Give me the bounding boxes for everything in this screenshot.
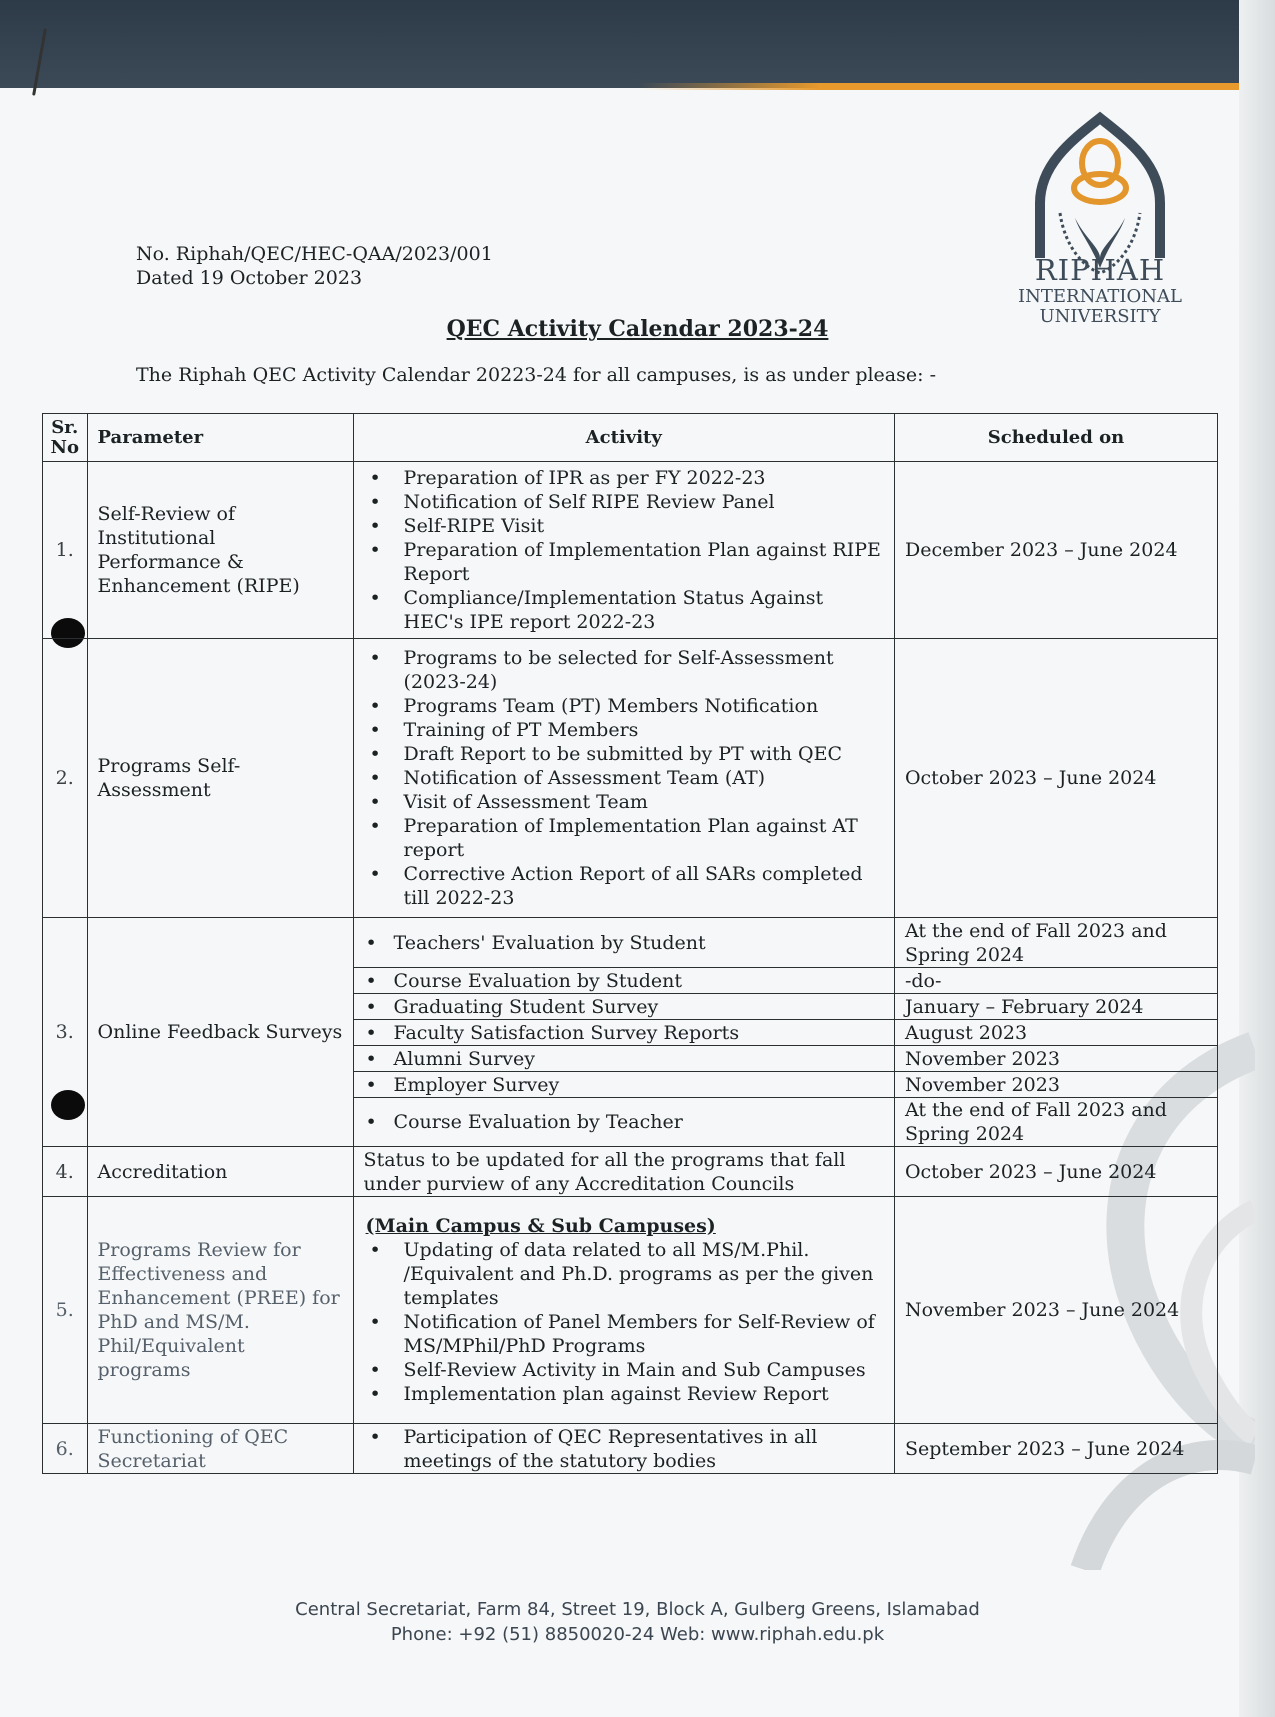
survey-activity: • Faculty Satisfaction Survey Reports (353, 1020, 894, 1046)
list-item: • Visit of Assessment Team (404, 790, 884, 814)
header-accent-stripe (640, 83, 1240, 90)
list-item: • Training of PT Members (404, 718, 884, 742)
footer-contact: Phone: +92 (51) 8850020-24 Web: www.riphah.edu.pk (390, 1624, 885, 1645)
list-item: • Self-RIPE Visit (404, 514, 884, 538)
list-item: • Implementation plan against Review Report (404, 1382, 884, 1406)
document-date: Dated 19 October 2023 (136, 267, 363, 289)
list-item: • Updating of data related to all MS/M.Phil. /Equivalent and Ph.D. programs as per the given templates (404, 1238, 884, 1310)
row-sr: 6. (43, 1424, 88, 1474)
row-activities (353, 1424, 894, 1474)
survey-activity: • Employer Survey (353, 1072, 894, 1098)
table-row (43, 1197, 1218, 1424)
footer-address: Central Secretariat, Farm 84, Street 19, Block A, Gulberg Greens, Islamabad (295, 1599, 980, 1620)
table-row (43, 918, 1218, 968)
survey-activity: • Graduating Student Survey (353, 994, 894, 1020)
table-row (43, 462, 1218, 639)
survey-scheduled: November 2023 (894, 1072, 1217, 1098)
survey-activity: • Alumni Survey (353, 1046, 894, 1072)
list-item: • Preparation of IPR as per FY 2022-23 (404, 466, 884, 490)
list-item: • Notification of Assessment Team (AT) (404, 766, 884, 790)
header-band (0, 0, 1240, 88)
row-sr: 4. (43, 1147, 88, 1197)
footer (0, 1597, 1275, 1647)
row-scheduled: September 2023 – June 2024 (894, 1424, 1217, 1474)
header-scheduled-on: Scheduled on (894, 414, 1217, 462)
survey-scheduled: January – February 2024 (894, 994, 1217, 1020)
row-sr: 1. (43, 462, 88, 639)
reference-number: No. Riphah/QEC/HEC-QAA/2023/001 (136, 243, 493, 265)
table-row (43, 1147, 1218, 1197)
list-item: • Corrective Action Report of all SARs completed till 2022-23 (404, 862, 884, 910)
row-scheduled: October 2023 – June 2024 (894, 639, 1217, 918)
list-item: • Preparation of Implementation Plan against AT report (404, 814, 884, 862)
row-parameter: Self-Review of Institutional Performance & Enhancement (RIPE) (87, 462, 353, 639)
row-activities (353, 639, 894, 918)
row-activities (353, 1197, 894, 1424)
row-parameter: Accreditation (87, 1147, 353, 1197)
logo-line-international: INTERNATIONAL (1018, 286, 1182, 307)
row-scheduled: October 2023 – June 2024 (894, 1147, 1217, 1197)
row-activities (353, 462, 894, 639)
list-item: • Compliance/Implementation Status Against HEC's IPE report 2022-23 (404, 586, 884, 634)
activity-calendar-table (42, 413, 1218, 1474)
row-scheduled: December 2023 – June 2024 (894, 462, 1217, 639)
list-item: • Preparation of Implementation Plan against RIPE Report (404, 538, 884, 586)
row-sr: 5. (43, 1197, 88, 1424)
list-item: • Participation of QEC Representatives in all meetings of the statutory bodies (404, 1425, 884, 1473)
survey-scheduled: August 2023 (894, 1020, 1217, 1046)
row-sr: 3. (43, 918, 88, 1147)
activity-subheading: (Main Campus & Sub Campuses) (365, 1215, 716, 1237)
list-item: • Notification of Self RIPE Review Panel (404, 490, 884, 514)
row-sr: 2. (43, 639, 88, 918)
row-parameter: Programs Self-Assessment (87, 639, 353, 918)
row-scheduled: November 2023 – June 2024 (894, 1197, 1217, 1424)
intro-text: The Riphah QEC Activity Calendar 20223-24 for all campuses, is as under please: - (136, 364, 936, 386)
row-parameter: Online Feedback Surveys (87, 918, 353, 1147)
survey-activity: • Teachers' Evaluation by Student (353, 918, 894, 968)
survey-activity: • Course Evaluation by Student (353, 968, 894, 994)
table-header-row (43, 414, 1218, 462)
survey-scheduled: -do- (894, 968, 1217, 994)
survey-scheduled: November 2023 (894, 1046, 1217, 1072)
row-activity-text: Status to be updated for all the programs that fall under purview of any Accreditation Councils (353, 1147, 894, 1197)
row-parameter: Functioning of QEC Secretariat (87, 1424, 353, 1474)
list-item: • Notification of Panel Members for Self-Review of MS/MPhil/PhD Programs (404, 1310, 884, 1358)
header-sr-no: Sr. No (43, 414, 88, 462)
header-activity: Activity (353, 414, 894, 462)
header-parameter: Parameter (87, 414, 353, 462)
survey-scheduled: At the end of Fall 2023 and Spring 2024 (894, 918, 1217, 968)
table-row (43, 1424, 1218, 1474)
document-title: QEC Activity Calendar 2023-24 (446, 316, 829, 342)
survey-scheduled: At the end of Fall 2023 and Spring 2024 (894, 1098, 1217, 1147)
list-item: • Programs to be selected for Self-Assessment (2023-24) (404, 646, 884, 694)
list-item: • Self-Review Activity in Main and Sub Campuses (404, 1358, 884, 1382)
table-row (43, 639, 1218, 918)
logo-name: RIPHAH (1034, 253, 1166, 287)
logo-line-university: UNIVERSITY (1039, 306, 1161, 327)
list-item: • Programs Team (PT) Members Notification (404, 694, 884, 718)
reference-block (136, 242, 493, 290)
row-parameter: Programs Review for Effectiveness and Enhancement (PREE) for PhD and MS/M. Phil/Equivalent programs (87, 1197, 353, 1424)
survey-activity: • Course Evaluation by Teacher (353, 1098, 894, 1147)
list-item: • Draft Report to be submitted by PT with QEC (404, 742, 884, 766)
